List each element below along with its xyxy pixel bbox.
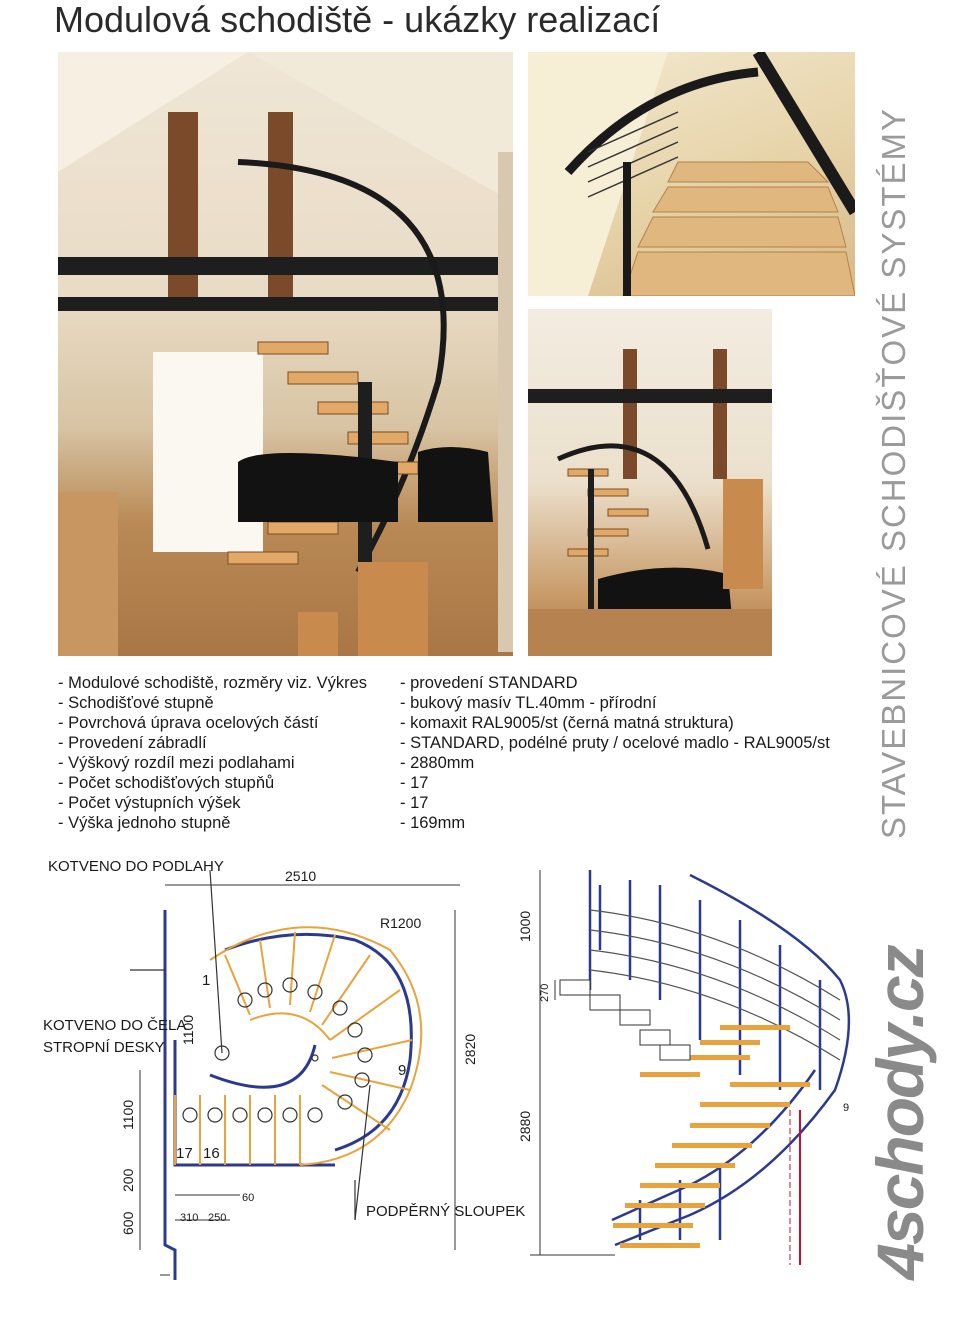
spec-label: - Výškový rozdíl mezi podlahami	[58, 754, 295, 772]
elev-step-9: 9	[843, 1102, 850, 1114]
spec-value: - provedení STANDARD	[400, 674, 578, 692]
dim-radius: R1200	[380, 915, 422, 931]
dim-1100-top: 1100	[180, 1014, 196, 1045]
label-ceiling-anchor-2: STROPNÍ DESKY	[43, 1039, 165, 1056]
label-ceiling-anchor-1: KOTVENO DO ČELA	[43, 1017, 187, 1034]
step-number-9: 9	[398, 1062, 407, 1079]
dim-250: 250	[208, 1212, 227, 1224]
dim-200: 200	[120, 1168, 136, 1192]
spec-label: - Počet schodišťových stupňů	[58, 774, 275, 792]
spec-value: - STANDARD, podélné pruty / ocelové madlo - RAL9005/st	[400, 734, 830, 752]
company-logo-text: 4schody.cz	[863, 945, 937, 1280]
spec-label: - Povrchová úprava ocelových částí	[58, 714, 319, 732]
side-banner	[858, 38, 930, 908]
spec-label: - Provedení zábradlí	[58, 734, 207, 752]
dim-1100-left: 1100	[120, 1099, 136, 1130]
dim-depth: 2820	[462, 1033, 478, 1065]
label-support-post: PODPĚRNÝ SLOUPEK	[366, 1203, 526, 1220]
side-banner-text: STAVEBNICOVÉ SCHODIŠŤOVÉ SYSTÉMY	[875, 106, 912, 840]
spec-value: - komaxit RAL9005/st (černá matná struktura)	[400, 714, 734, 732]
spec-value: - 17	[400, 774, 429, 792]
step-number-16: 16	[203, 1145, 220, 1162]
spec-label: - Schodišťové stupně	[58, 694, 214, 712]
elev-dim-1000: 1000	[517, 910, 533, 942]
step-number-17: 17	[176, 1145, 193, 1162]
dim-600: 600	[120, 1211, 136, 1235]
spec-value: - bukový masív TL.40mm - přírodní	[400, 694, 657, 712]
photo-staircase-top-view	[528, 52, 855, 296]
photo-spiral-staircase	[528, 309, 772, 656]
dim-60: 60	[242, 1192, 255, 1204]
spec-label: - Počet výstupních výšek	[58, 794, 241, 812]
photo-living-room-staircase	[58, 52, 513, 656]
spec-label: - Výška jednoho stupně	[58, 814, 231, 832]
technical-drawing	[0, 840, 960, 1327]
dim-310: 310	[180, 1212, 199, 1224]
step-number-1: 1	[202, 972, 211, 989]
page-title: Modulová schodiště - ukázky realizací	[54, 0, 661, 40]
label-floor-anchor: KOTVENO DO PODLAHY	[48, 858, 224, 875]
spec-value: - 169mm	[400, 814, 466, 832]
spec-label: - Modulové schodiště, rozměry viz. Výkres	[58, 674, 368, 692]
drawing-lines	[0, 840, 960, 1327]
dim-width: 2510	[285, 868, 317, 884]
spec-value: - 2880mm	[400, 754, 475, 772]
elev-dim-270: 270	[539, 983, 551, 1002]
spec-value: - 17	[400, 794, 429, 812]
elev-dim-2880: 2880	[517, 1110, 533, 1142]
